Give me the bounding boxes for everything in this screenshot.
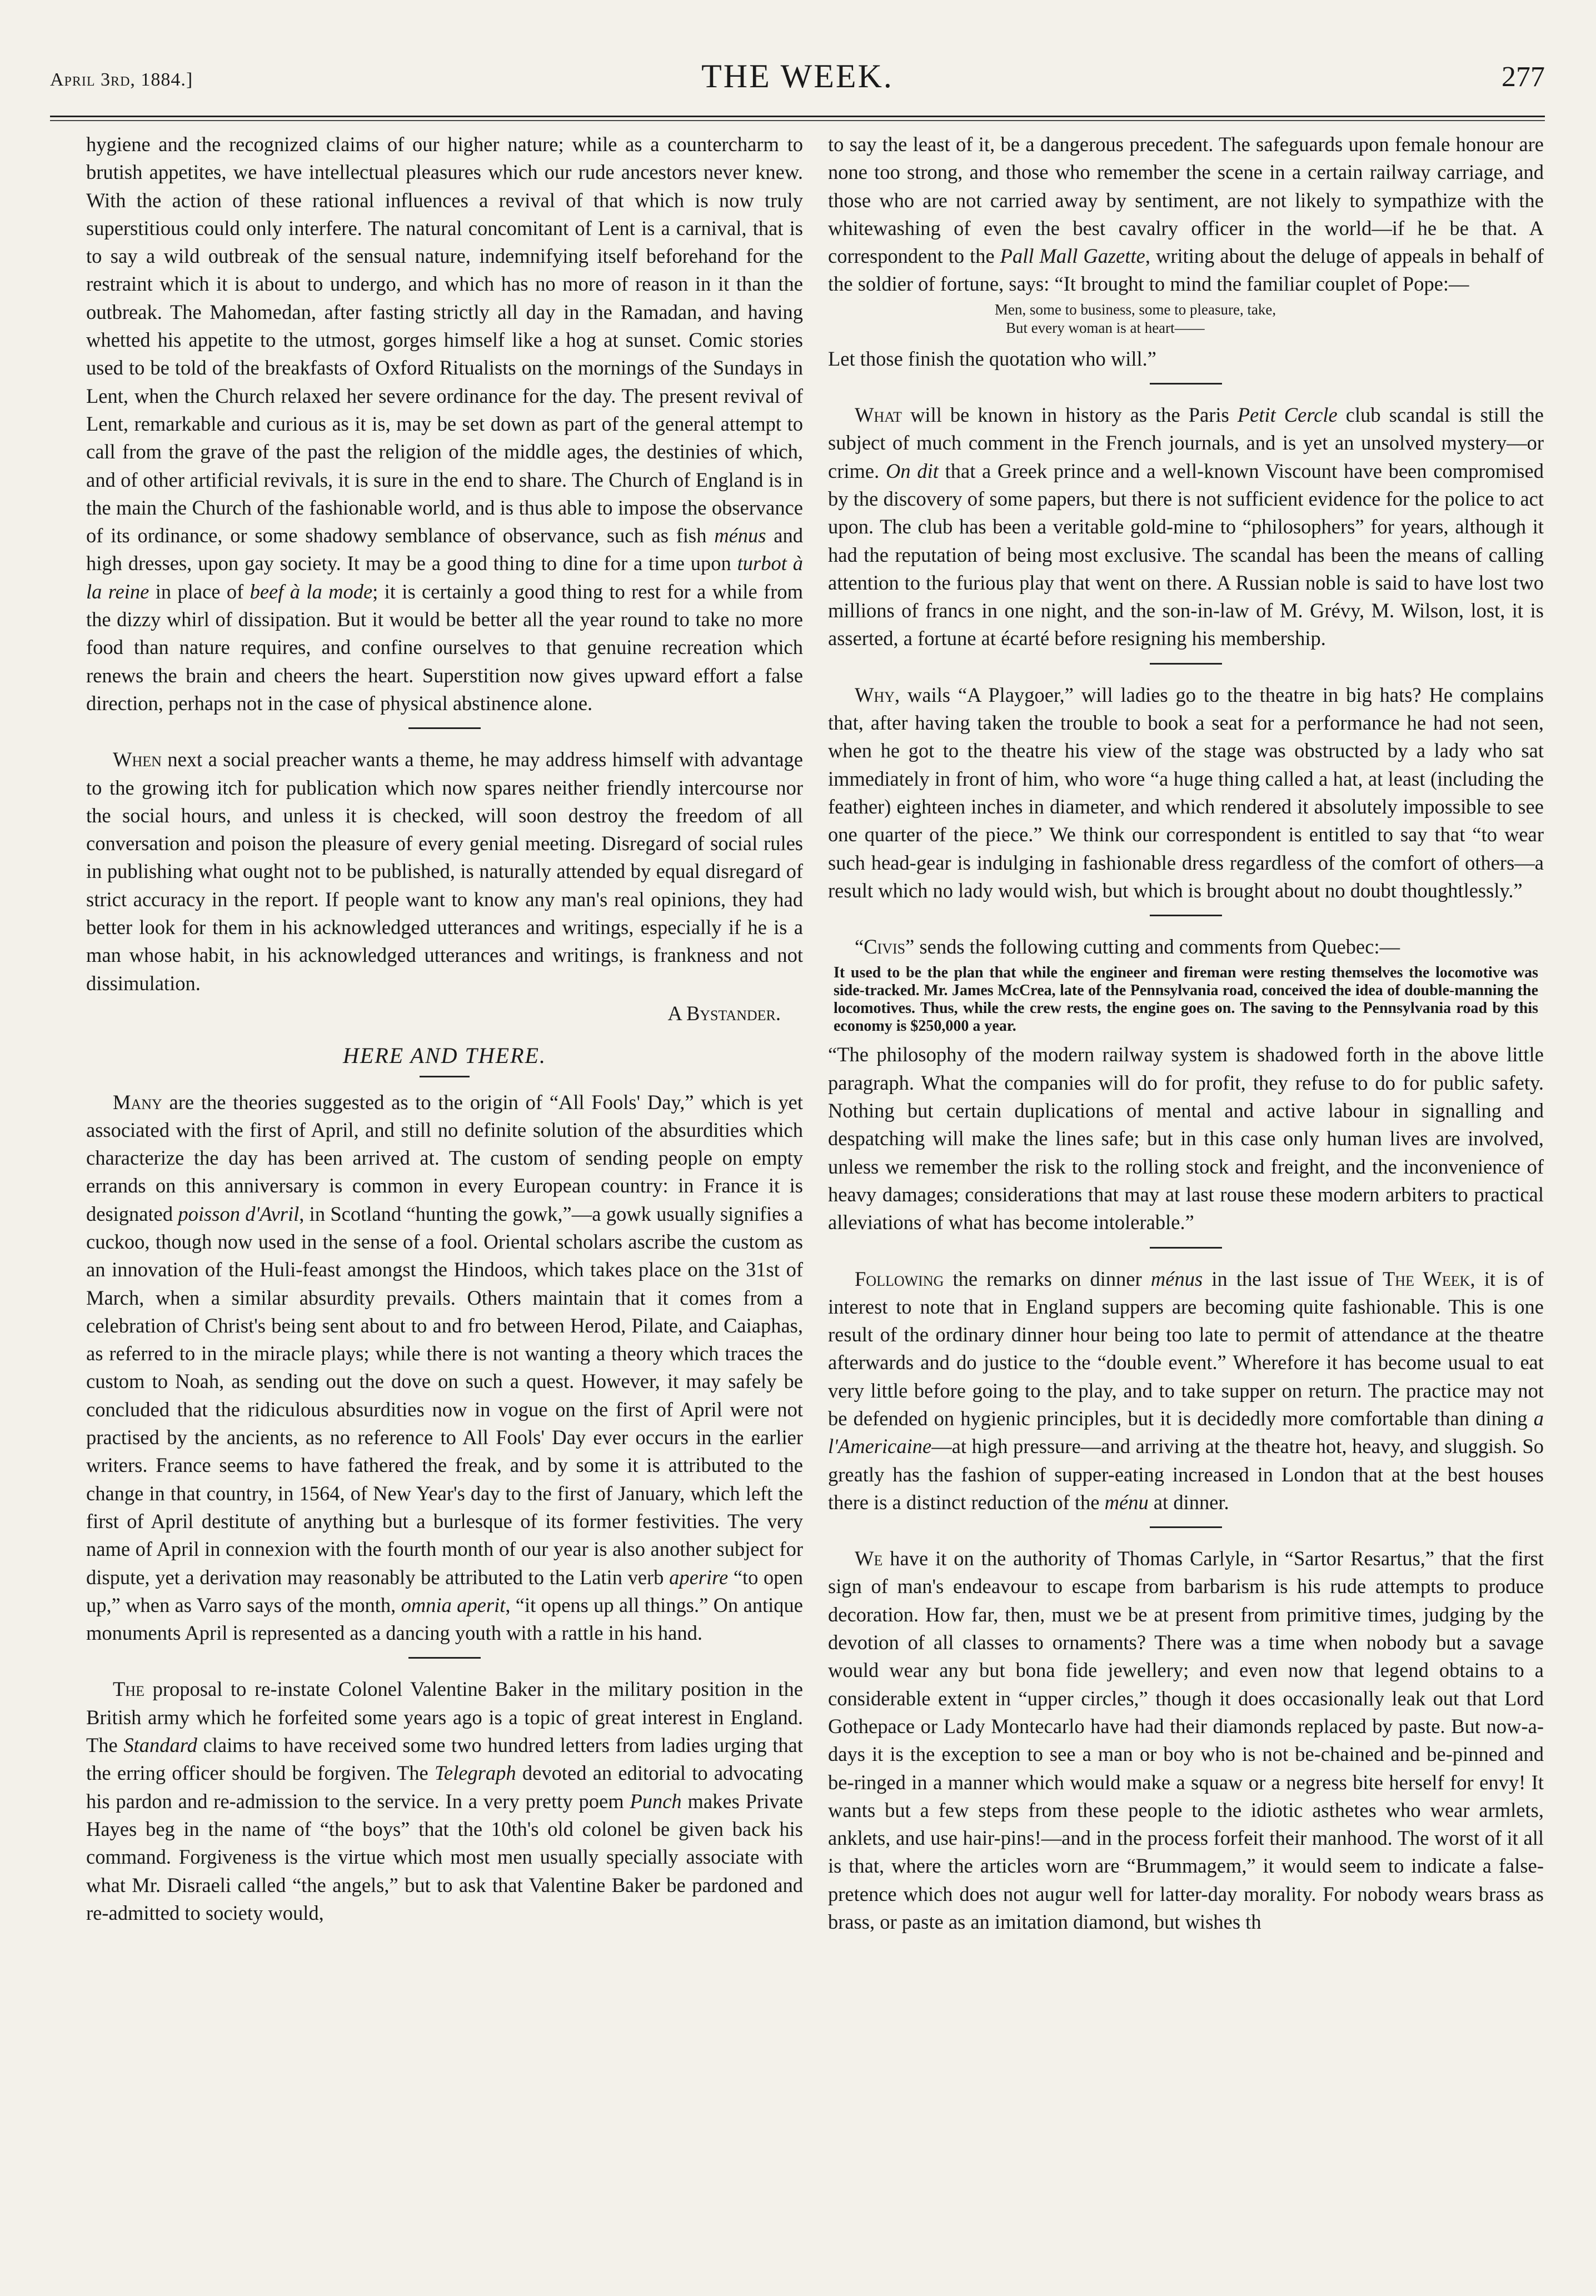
section-divider — [408, 1657, 481, 1659]
paragraph-theatre-hats: Why, wails “A Playgoer,” will ladies go to the theatre in big hats? He complains that, after having taken the trouble to book a seat for a performance he had not seen, when he got to the theatre his view of the stage was obstructed by a lady who sat immediately in front of him, who wore “a huge thing called a hat, at least (including the feather) eighteen inches in diameter, and which rendered it absolutely impossible to see one quarter of the piece.” We think our correspondent is entitled to say that “to wear such head-gear is indulging in fashionable dress regardless of the comfort of others—a result which no lady would wish, but which is brought about no doubt thoughtlessly.” — [828, 683, 1544, 902]
newspaper-cutting: It used to be the plan that while the engineer and fireman were resting themselves the locomotive was side-tracked. Mr. James McCrea, late of the Pennsylvania road, conceived the idea of double-manning the locomotives. Thus, while the crew rests, the engine goes on. The saving to the Pennsylvania road by this economy is $250,000 a year. — [834, 964, 1538, 1035]
section-divider — [1150, 383, 1222, 385]
paragraph-lent: hygiene and the recognized claims of our higher nature; while as a countercharm to brutish appetites, we have intellectual pleasures which our rude ancestors never knew. With the action of these rational influences a revival of that which is now truly superstitious could only interfere. The natural concomitant of Lent is a carnival, that is to say a wild outbreak of the sensual nature, indemnifying itself beforehand for the restraint which it is about to undergo, and which has no more of reason in it than the outbreak. The Mahomedan, after fasting strictly all day in the Ramadan, and having whetted his appetite to the utmost, gorges himself like a hog at sunset. Comic stories used to be told of the breakfasts of Oxford Ritualists on the mornings of the Sundays in Lent, when the Church relaxed her severe ordinance for the day. The present revival of Lent, remarkable and curious as it is, may be set down as part of the general attempt to call from the grave of the past the religion of the middle ages, the destinies of which, and of other artificial revivals, it is sure in the end to share. The Church of England is in the main the Church of the fashionable world, and is thus able to impose the observance of its ordinance, or some shadowy semblance of observance, such as fish ménus and high dresses, upon gay society. It may be a good thing to dine for a time upon turbot à la reine in place of beef à la mode; it is certainly a good thing to rest for a while from the dizzy whirl of dissipation. But it would be better all the year round to take no more food than nature requires, and confine ourselves to that genuine recreation which renews the brain and cheers the heart. Superstition now gives upward effort a false direction, perhaps not in the case of physical abstinence alone. — [86, 133, 803, 715]
header-rule-thin — [50, 120, 1545, 121]
page-header — [50, 53, 1545, 114]
title-divider — [420, 1076, 470, 1077]
section-divider — [1150, 1526, 1222, 1528]
paragraph-quotation-end: Let those finish the quotation who will.” — [828, 347, 1157, 370]
paragraph-baker-continued: to say the least of it, be a dangerous precedent. The safeguards upon female honour are none too strong, and those who remember the scene in a certain railway carriage, and those who are not carried away by sentiment, are not likely to sympathize with the whitewashing of even the best cavalry officer in the world—if he be that. A correspondent to the Pall Mall Gazette, writing about the deluge of appeals in behalf of the soldier of fortune, says: “It brought to mind the familiar couplet of Pope:— — [828, 133, 1544, 296]
paragraph-suppers: Following the remarks on dinner ménus in the last issue of The Week, it is of interest to note that in England suppers are becoming quite fashionable. This is one result of the ordinary dinner hour being too late to permit of attendance at the theatre afterwards and do justice to the “double event.” Wherefore it has become usual to eat very little before going to the play, and to take supper on return. The practice may not be defended on hygienic principles, but it is decidedly more comfortable than dining a l'Americaine—at high pressure—and arriving at the theatre hot, heavy, and sluggish. So greatly has the fashion of supper-eating increased in London that at the best houses there is a distinct reduction of the ménu at dinner. — [828, 1267, 1544, 1514]
left-column — [86, 131, 803, 1927]
signature: A Bystander. — [667, 1001, 781, 1025]
masthead-title: THE WEEK. — [701, 58, 894, 94]
poem-line: Men, some to business, some to pleasure, take, — [995, 301, 1276, 318]
section-divider — [1150, 1247, 1222, 1249]
paragraph-ornaments: We have it on the authority of Thomas Carlyle, in “Sartor Resartus,” that the first sign of man's endeavour to escape from barbarism is his rude attempts to produce decoration. How far, then, must we be at present from primitive times, judging by the devotion of all classes to ornaments? There was a time when nobody but a savage would wear any but bona fide jewellery; and even now that legend obtains to a considerable extent in “upper circles,” though it does occasionally leak out that Lord Gothepace or Lady Montecarlo have had their diamonds replaced by paste. But now-a-days it is the exception to see a man or boy who is not be-chained and be-pinned and be-ringed in a manner which would make a squaw or a negress bite herself for envy! It wants but a few steps from these people to the idiotic asthetes who wear armlets, anklets, and use hair-pins!—and in the process forfeit their manhood. The worst of it all is that, where the articles worn are “Brummagem,” it would seem to indicate a false-pretence which does not augur well for latter-day morality. For nobody wears brass as brass, or paste as an imitation diamond, but wishes th — [828, 1547, 1544, 1934]
header-rule — [50, 116, 1545, 117]
paragraph-railway-philosophy: “The philosophy of the modern railway system is shadowed forth in the above little paragraph. What the companies will do for profit, they refuse to do for public safety. Nothing but certain duplications of mental and active labour in signalling and despatching will make the lines safe; but in this case only human lives are involved, unless we remember the risk to the rolling stock and freight, and the inconvenience of heavy damages; considerations that may at last rouse these modern arbiters to practical alleviations of what has become intolerable.” — [828, 1043, 1544, 1234]
poem-line: But every woman is at heart—— — [1006, 319, 1205, 336]
section-divider — [1150, 915, 1222, 916]
right-column — [828, 131, 1544, 1936]
paragraph-civis: “Civis” sends the following cutting and comments from Quebec:— — [855, 935, 1400, 959]
paragraph-valentine-baker: The proposal to re-instate Colonel Valentine Baker in the military position in the British army which he forfeited some years ago is a topic of great interest in England. The Standard claims to have received some two hundred letters from ladies urging that the erring officer should be forgiven. The Telegraph devoted an editorial to advocating his pardon and re-admission to the service. In a very pretty poem Punch makes Private Hayes beg in the name of “the boys” that the 10th's old colonel be given back his command. Forgiveness is the virtue which most men usually specially associate with what Mr. Disraeli called “the angels,” but to ask that Valentine Baker be pardoned and re-admitted to society would, — [86, 1678, 804, 1924]
issue-date: April 3rd, 1884.] — [50, 69, 193, 90]
paragraph-all-fools-day: Many are the theories suggested as to the origin of “All Fools' Day,” which is yet associated with the first of April, and still no definite solution of the absurdities which characterize the day has been arrived at. The custom of sending people on empty errands on this anniversary is common in every European country: in France it is designated poisson d'Avril, in Scotland “hunting the gowk,”—a gowk usually signifies a cuckoo, though now used in the sense of a fool. Oriental scholars ascribe the custom as an innovation of the Huli-feast amongst the Hindoos, which takes place on the 31st of March, when a similar absurdity prevails. Others maintain that it comes from a celebration of Christ's being sent about to and fro between Herod, Pilate, and Caiaphas, as referred to in the miracle plays; while there is not wanting a theory which traces the custom to Noah, as sending out the dove on such a quest. However, it may safely be concluded that the ridiculous absurdities now in vogue on the first of April were not practised by the ancients, as no reference to All Fools' Day ever occurs in the earlier writers. France seems to have fathered the freak, and by some it is attributed to the change in that country, in 1564, of New Year's day to the first of January, which left the first of April destitute of anything but a burlesque of its former festivities. The very name of April in connexion with the fourth month of our year is also another subject for dispute, yet a derivation may reasonably be attributed to the Latin verb aperire “to open up,” when as Varro says of the month, omnia aperit, “it opens up all things.” On antique monuments April is represented as a dancing youth with a rattle in his hand. — [86, 1090, 804, 1645]
section-divider — [408, 727, 481, 729]
paragraph-publication: When next a social preacher wants a theme, he may address himself with advantage to the growing itch for publication which now spares neither friendly intercourse nor the social hours, and unless it is checked, will soon destroy the freedom of all conversation and poison the pleasure of every genial meeting. Disregard of social rules in publishing what ought not to be published, is naturally attended by equal disregard of strict accuracy in the report. If people want to know any man's real opinions, they had better look for them in his acknowledged utterances and writings, especially if he is a man whose habit, in his acknowledged utterances and writings, is frankness and not dissimulation. — [86, 748, 803, 995]
pope-couplet — [995, 301, 1544, 337]
page-number: 277 — [1502, 61, 1545, 93]
paragraph-petit-cercle: What will be known in history as the Paris Petit Cercle club scandal is still the subject of much comment in the French journals, and is yet an unsolved mystery—or crime. On dit that a Greek prince and a well-known Viscount have been compromised by the discovery of some papers, but there is not sufficient evidence for the police to act upon. The club has been a veritable gold-mine to “philosophers” for years, although it had the reputation of being most exclusive. The scandal has been the means of calling attention to the furious play that went on there. A Russian noble is said to have lost two millions of francs in one night, and the son-in-law of M. Grévy, M. Wilson, lost, it is asserted, a fortune at écarté before resigning his membership. — [828, 403, 1544, 650]
section-title: HERE AND THERE. — [343, 1043, 546, 1069]
section-divider — [1150, 663, 1222, 665]
